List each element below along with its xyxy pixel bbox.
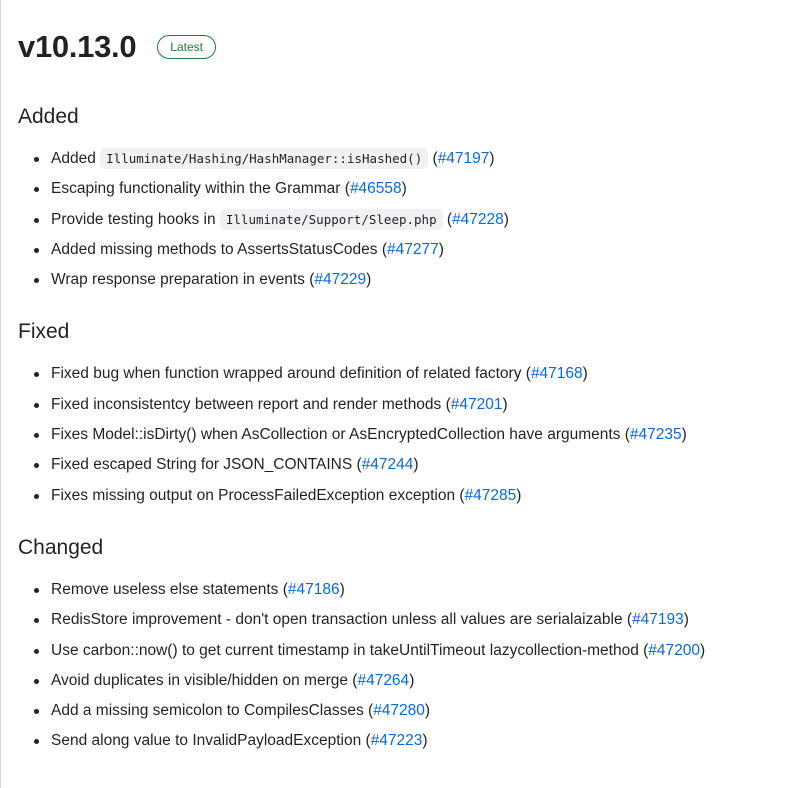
item-text-close: ) <box>413 456 419 474</box>
list-item <box>18 235 788 265</box>
item-text-close: ) <box>424 702 431 720</box>
pull-request-link[interactable]: #46558 <box>349 180 402 198</box>
item-text: Fixed bug when function wrapped around definition of related factory ( <box>51 365 531 383</box>
list-item <box>18 359 788 389</box>
list-item <box>18 450 788 480</box>
list-item <box>18 265 788 295</box>
release-version-title[interactable]: v10.13.0 <box>18 29 137 64</box>
list-item <box>18 726 788 756</box>
list-item <box>18 696 788 726</box>
list-item <box>18 420 788 450</box>
item-text-after: ( <box>428 150 438 167</box>
section-title-added: Added <box>18 105 79 128</box>
item-text-close: ) <box>339 580 345 598</box>
item-text: Add a missing semicolon to CompilesClasses ( <box>51 702 374 720</box>
pull-request-link[interactable]: #47235 <box>629 426 682 444</box>
item-text-after: ( <box>442 210 453 228</box>
release-notes <box>18 26 788 757</box>
item-text: Fixed inconsistentcy between report and render methods ( <box>51 395 451 413</box>
list-item <box>18 605 788 635</box>
item-text: Escaping functionality within the Grammar ( <box>51 180 350 198</box>
list-item <box>18 666 788 696</box>
item-text: Fixes missing output on ProcessFailedException exception ( <box>51 486 465 504</box>
fixed-list <box>18 359 788 510</box>
changed-list <box>18 575 788 757</box>
item-text: RedisStore improvement - don't open transaction unless all values are serialaizable ( <box>51 611 633 629</box>
pull-request-link[interactable]: #47229 <box>314 271 367 289</box>
list-item <box>18 636 788 666</box>
pull-request-link[interactable]: #47280 <box>373 702 425 720</box>
item-text: Remove useless else statements ( <box>51 580 288 598</box>
inline-code: Illuminate/Support/Sleep.php <box>220 209 443 230</box>
item-text-close: ) <box>502 395 508 413</box>
pull-request-link[interactable]: #47168 <box>530 365 583 383</box>
list-item <box>18 390 788 420</box>
item-text: Fixes Model::isDirty() when AsCollection or AsEncryptedCollection have arguments ( <box>51 426 630 444</box>
item-text: Use carbon::now() to get current timestamp in takeUntilTimeout lazycollection-method ( <box>51 641 649 659</box>
left-border <box>0 0 1 788</box>
item-text-close: ) <box>422 732 428 750</box>
list-item <box>18 205 788 235</box>
item-text: Added <box>51 150 101 167</box>
pull-request-link[interactable]: #47244 <box>361 456 414 474</box>
section-title-fixed: Fixed <box>18 320 70 344</box>
pull-request-link[interactable]: #47223 <box>370 732 423 750</box>
list-item <box>18 481 788 511</box>
pull-request-link[interactable]: #47200 <box>648 641 701 659</box>
pull-request-link[interactable]: #47285 <box>464 486 517 504</box>
item-text: Fixed escaped String for JSON_CONTAINS ( <box>51 456 362 474</box>
item-text-close: ) <box>516 486 522 504</box>
item-text: Avoid duplicates in visible/hidden on merge ( <box>51 671 358 689</box>
item-text-close: ) <box>681 426 687 444</box>
item-text-close: ) <box>401 180 407 198</box>
pull-request-link[interactable]: #47197 <box>437 150 490 167</box>
item-text-close: ) <box>582 365 588 383</box>
item-text: Wrap response preparation in events ( <box>51 271 315 289</box>
item-text: Provide testing hooks in <box>51 210 220 228</box>
item-text: Added missing methods to AssertsStatusCodes ( <box>51 240 387 258</box>
list-item <box>18 575 788 605</box>
pull-request-link[interactable]: #47193 <box>632 611 684 629</box>
item-text-close: ) <box>503 210 509 228</box>
item-text-close: ) <box>409 671 415 689</box>
pull-request-link[interactable]: #47264 <box>357 671 410 689</box>
pull-request-link[interactable]: #47277 <box>387 240 439 258</box>
release-header <box>18 26 788 68</box>
item-text-close: ) <box>489 150 495 167</box>
pull-request-link[interactable]: #47228 <box>452 210 504 228</box>
latest-badge: Latest <box>157 35 216 59</box>
inline-code: Illuminate/Hashing/HashManager::isHashed() <box>100 148 428 169</box>
item-text-close: ) <box>366 271 372 289</box>
list-item <box>18 174 788 204</box>
item-text-close: ) <box>700 641 706 659</box>
item-text-close: ) <box>683 611 689 629</box>
pull-request-link[interactable]: #47186 <box>287 580 340 598</box>
item-text: Send along value to InvalidPayloadException ( <box>51 732 371 750</box>
item-text-close: ) <box>438 240 444 258</box>
added-list <box>18 144 788 295</box>
list-item <box>18 144 788 174</box>
pull-request-link[interactable]: #47201 <box>450 395 503 413</box>
section-title-changed: Changed <box>18 535 104 559</box>
